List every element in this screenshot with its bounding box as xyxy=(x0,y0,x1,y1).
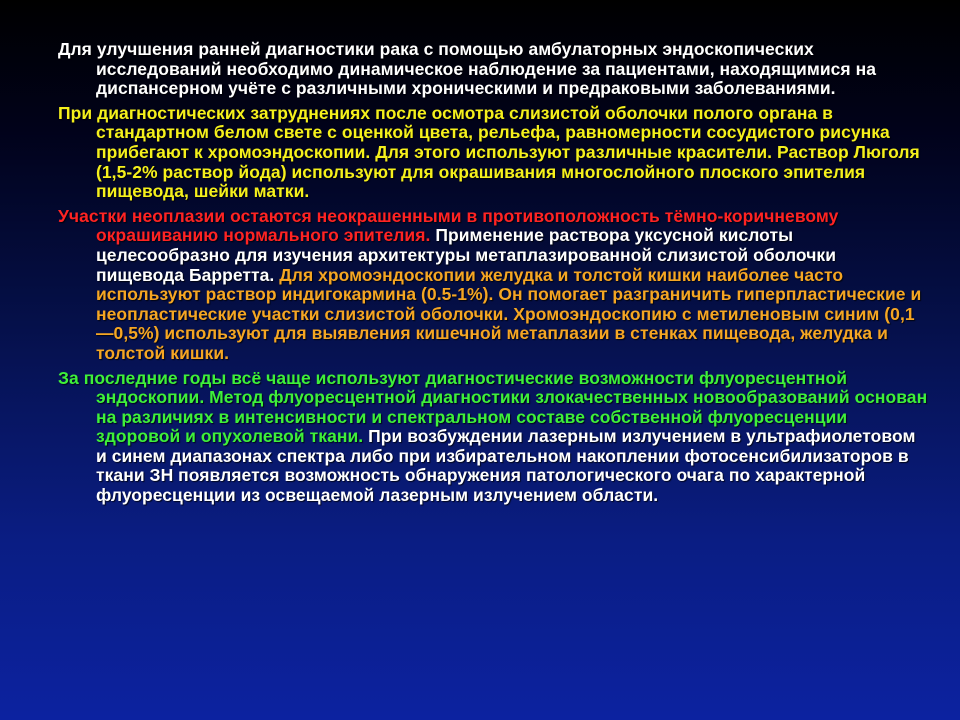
paragraph-neoplasia-staining xyxy=(58,207,928,364)
paragraph-chromoendoscopy xyxy=(58,104,928,202)
paragraph-early-diagnostics xyxy=(58,40,928,99)
slide-content xyxy=(58,40,928,511)
text-neoplasia-unstained: Участки неоплазии остаются неокрашенными в противоположность тёмно-коричневому окрашиванию нормального эпителия. xyxy=(58,205,839,246)
text-chromoendoscopy-lugol: При диагностических затруднениях после осмотра слизистой оболочки полого органа в стандартном белом свете с оценкой цвета, рельефа, равномерности сосудистого рисунка прибегают к хромоэндоскопии. Для этого используют различные красители. Раствор Люголя (1,5-2% раствор йода) используют для окрашивания многослойного плоского эпителия пищевода, шейки матки. xyxy=(58,102,920,202)
paragraph-fluorescence xyxy=(58,369,928,506)
text-laser-excitation: При возбуждении лазерным излучением в ультрафиолетовом и синем диапазонах спектра либо при избирательном накоплении фотосенсибилизаторов в ткани ЗН появляется возможность обнаружения патологического очага по характерной флуоресценции из освещаемой лазерным излучением области. xyxy=(96,426,916,506)
text-acetic-acid: Применение раствора уксусной кислоты целесообразно для изучения архитектуры метаплазированной слизистой оболочки пищевода Барретта. xyxy=(96,225,837,285)
text-early-diagnostics: Для улучшения ранней диагностики рака с помощью амбулаторных эндоскопических исследований необходимо динамическое наблюдение за пациентами, находящимися на диспансерном учёте с различными хроническими и предраковыми заболеваниями. xyxy=(58,39,876,99)
text-fluorescence-method: За последние годы всё чаще используют диагностические возможности флуоресцентной эндоскопии. Метод флуоресцентной диагностики злокачественных новообразований основан на различиях в интенсивности и спектральном составе собственной флуоресценции здоровой и опухолевой ткани. xyxy=(58,367,928,447)
text-indigo-methylene: Для хромоэндоскопии желудка и толстой кишки наиболее часто используют раствор индигокармина (0.5-1%). Он помогает разграничить гиперпластические и неопластические участки слизистой оболочки. Хромоэндоскопию с метиленовым синим (0,1—0,5%) используют для выявления кишечной метаплазии в стенках пищевода, желудка и толстой кишки. xyxy=(96,264,922,363)
